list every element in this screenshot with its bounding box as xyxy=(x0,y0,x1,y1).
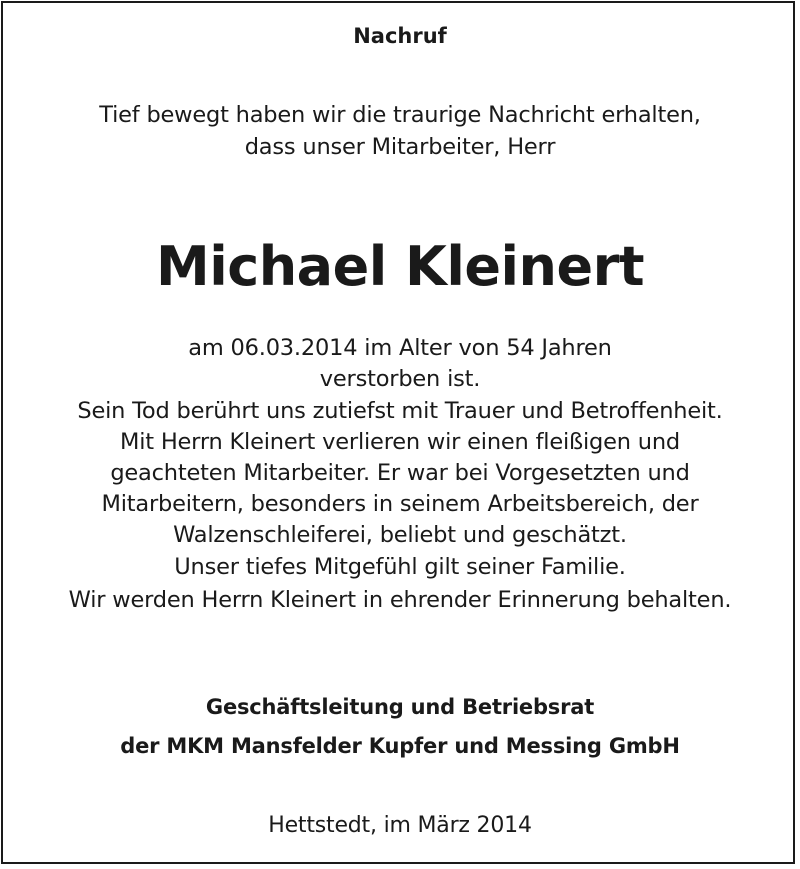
body-line-6: Mitarbeitern, besonders in seinem Arbeitsbereich, der xyxy=(101,491,699,517)
body-line-5: geachteten Mitarbeiter. Er war bei Vorgesetzten und xyxy=(110,460,690,486)
signature-line-1: Geschäftsleitung und Betriebsrat xyxy=(205,695,595,719)
deceased-name: Michael Kleinert xyxy=(155,235,645,298)
body-line-2: verstorben ist. xyxy=(319,366,481,392)
body-line-8: Unser tiefes Mitgefühl gilt seiner Familie. xyxy=(174,554,626,580)
body-line-7: Walzenschleiferei, beliebt und geschätzt. xyxy=(173,522,627,548)
body-line-4: Mit Herrn Kleinert verlieren wir einen fleißigen und xyxy=(119,429,680,455)
notice-heading: Nachruf xyxy=(353,24,447,48)
signature-line-2: der MKM Mansfelder Kupfer und Messing GmbH xyxy=(120,734,680,758)
place-date: Hettstedt, im März 2014 xyxy=(268,813,532,838)
body-line-1: am 06.03.2014 im Alter von 54 Jahren xyxy=(188,335,612,361)
intro-line-2: dass unser Mitarbeiter, Herr xyxy=(244,134,556,160)
body-line-3: Sein Tod berührt uns zutiefst mit Trauer und Betroffenheit. xyxy=(77,398,723,424)
body-line-9: Wir werden Herrn Kleinert in ehrender Erinnerung behalten. xyxy=(68,587,732,613)
intro-line-1: Tief bewegt haben wir die traurige Nachricht erhalten, xyxy=(99,102,701,128)
